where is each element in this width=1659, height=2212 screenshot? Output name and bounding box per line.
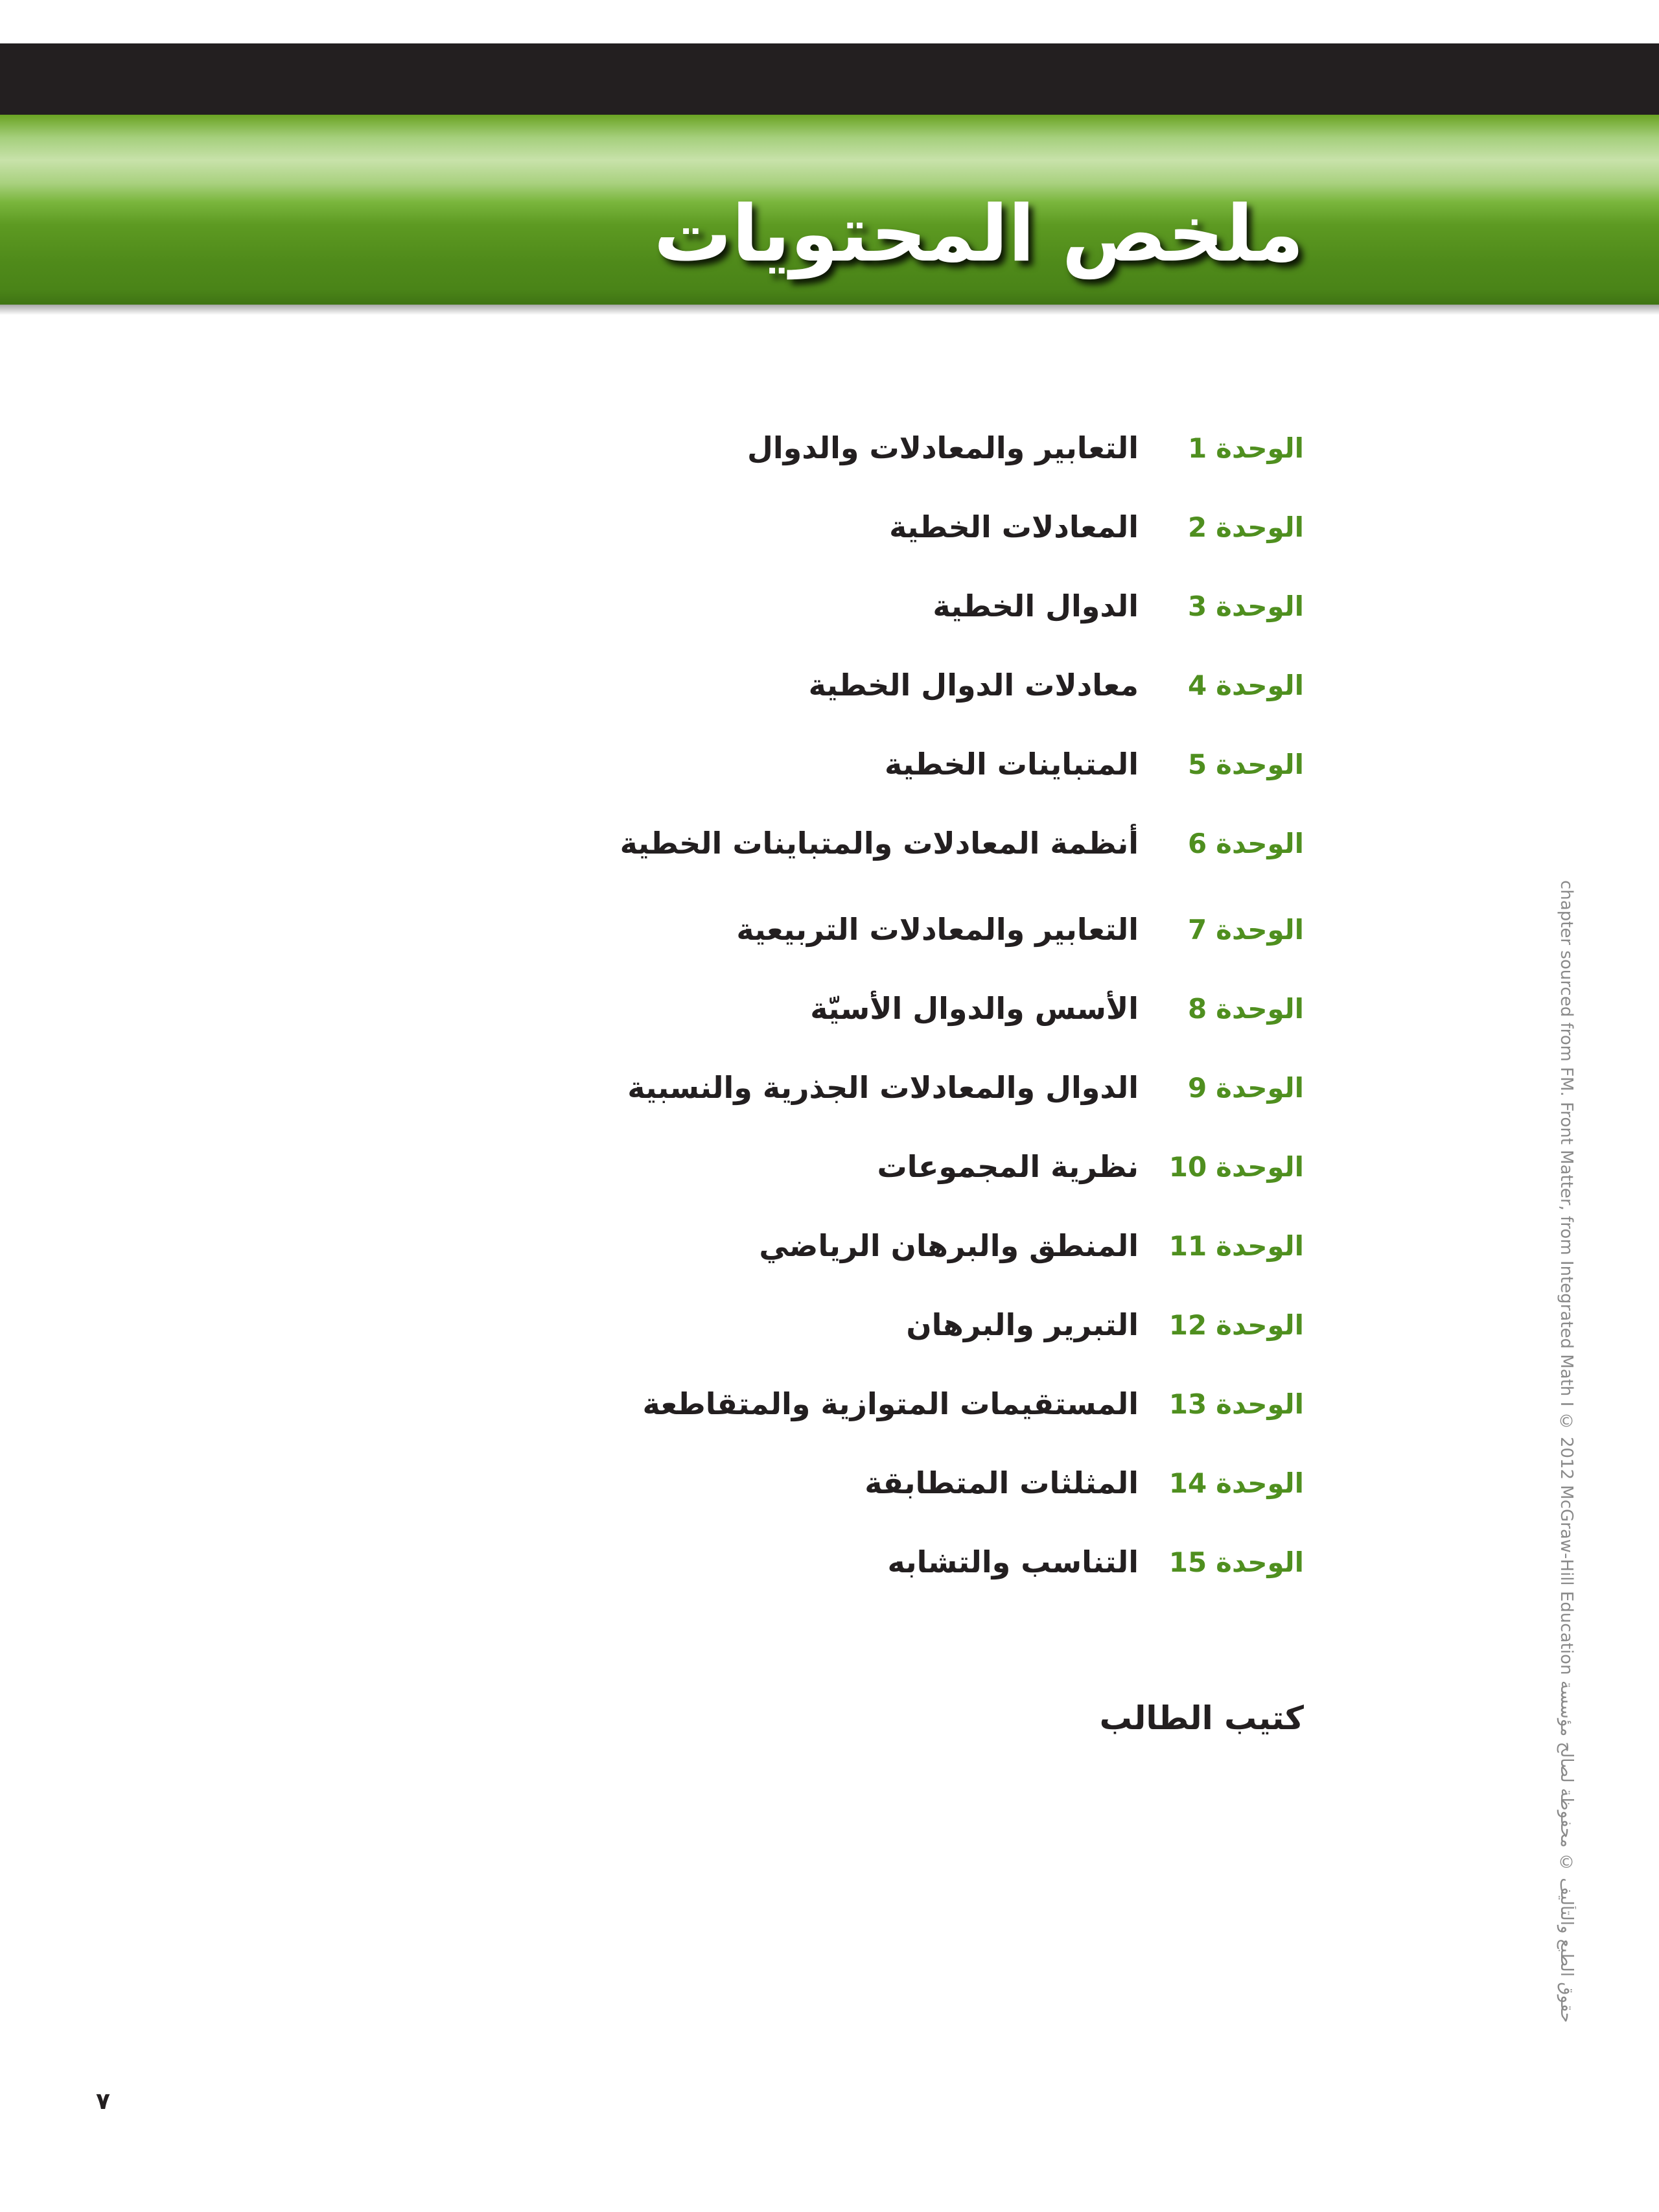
unit-label: الوحدة8 — [1187, 992, 1304, 1025]
toc-row-unit-13[interactable] — [643, 1378, 1304, 1430]
student-handbook-link[interactable]: كتيب الطالب — [1099, 1699, 1304, 1737]
copyright-credit-arabic: حقوق الطبع والتأليف © محفوظة لصالح مؤسسة — [1557, 1680, 1576, 2023]
unit-label: الوحدة3 — [1187, 590, 1304, 622]
header-shadow — [0, 305, 1659, 315]
unit-title: الأسس والدوال الأسيّة — [810, 991, 1139, 1026]
toc-row-unit-1[interactable] — [747, 422, 1304, 474]
unit-label: الوحدة9 — [1187, 1071, 1304, 1104]
unit-title: المعادلات الخطية — [889, 509, 1139, 544]
unit-title: المستقيمات المتوازية والمتقاطعة — [642, 1386, 1139, 1421]
toc-row-unit-3[interactable] — [933, 580, 1304, 632]
unit-label: الوحدة4 — [1187, 669, 1304, 701]
unit-title: التعابير والمعادلات التربيعية — [736, 912, 1139, 947]
toc-row-unit-15[interactable] — [888, 1536, 1304, 1588]
toc-row-unit-9[interactable] — [627, 1062, 1304, 1113]
header-black-bar — [0, 43, 1659, 115]
unit-title: المثلثات المتطابقة — [864, 1465, 1139, 1500]
unit-title: أنظمة المعادلات والمتباينات الخطية — [620, 826, 1139, 861]
toc-row-unit-4[interactable] — [809, 659, 1304, 711]
toc-row-unit-12[interactable] — [906, 1299, 1304, 1351]
unit-label: الوحدة6 — [1187, 827, 1304, 859]
page-number: ٧ — [96, 2088, 110, 2115]
unit-title: التناسب والتشابه — [887, 1544, 1139, 1579]
toc-row-unit-8[interactable] — [810, 983, 1304, 1034]
unit-label: الوحدة12 — [1168, 1309, 1304, 1341]
toc-row-unit-5[interactable] — [885, 738, 1304, 790]
unit-title: المنطق والبرهان الرياضي — [759, 1228, 1139, 1263]
unit-title: التعابير والمعادلات والدوال — [747, 430, 1139, 465]
toc-row-unit-6[interactable] — [620, 817, 1304, 869]
unit-label: الوحدة14 — [1168, 1467, 1304, 1499]
unit-label: الوحدة2 — [1187, 511, 1304, 543]
toc-row-unit-7[interactable] — [736, 903, 1304, 955]
unit-label: الوحدة11 — [1168, 1229, 1304, 1262]
unit-label: الوحدة5 — [1187, 748, 1304, 780]
unit-label: الوحدة10 — [1168, 1150, 1304, 1183]
unit-label: الوحدة1 — [1187, 432, 1304, 464]
unit-label: الوحدة7 — [1187, 913, 1304, 946]
unit-title: نظرية المجموعات — [877, 1149, 1139, 1184]
toc-row-unit-14[interactable] — [864, 1457, 1304, 1509]
unit-title: المتباينات الخطية — [885, 747, 1139, 782]
toc-row-unit-11[interactable] — [759, 1220, 1304, 1272]
unit-title: الدوال الخطية — [933, 588, 1139, 623]
unit-title: الدوال والمعادلات الجذرية والنسبية — [627, 1070, 1139, 1105]
unit-title: معادلات الدوال الخطية — [808, 668, 1139, 703]
page-title: ملخص المحتويات — [653, 189, 1304, 279]
unit-title: التبرير والبرهان — [906, 1307, 1139, 1342]
toc-row-unit-2[interactable] — [889, 501, 1304, 553]
copyright-credit — [1537, 880, 1576, 2040]
copyright-credit-english: chapter sourced from FM. Front Matter, from Integrated Math I © 2012 McGraw-Hill Education — [1557, 880, 1576, 1675]
unit-label: الوحدة15 — [1168, 1546, 1304, 1578]
toc-row-unit-10[interactable] — [877, 1141, 1304, 1193]
unit-label: الوحدة13 — [1168, 1388, 1304, 1420]
